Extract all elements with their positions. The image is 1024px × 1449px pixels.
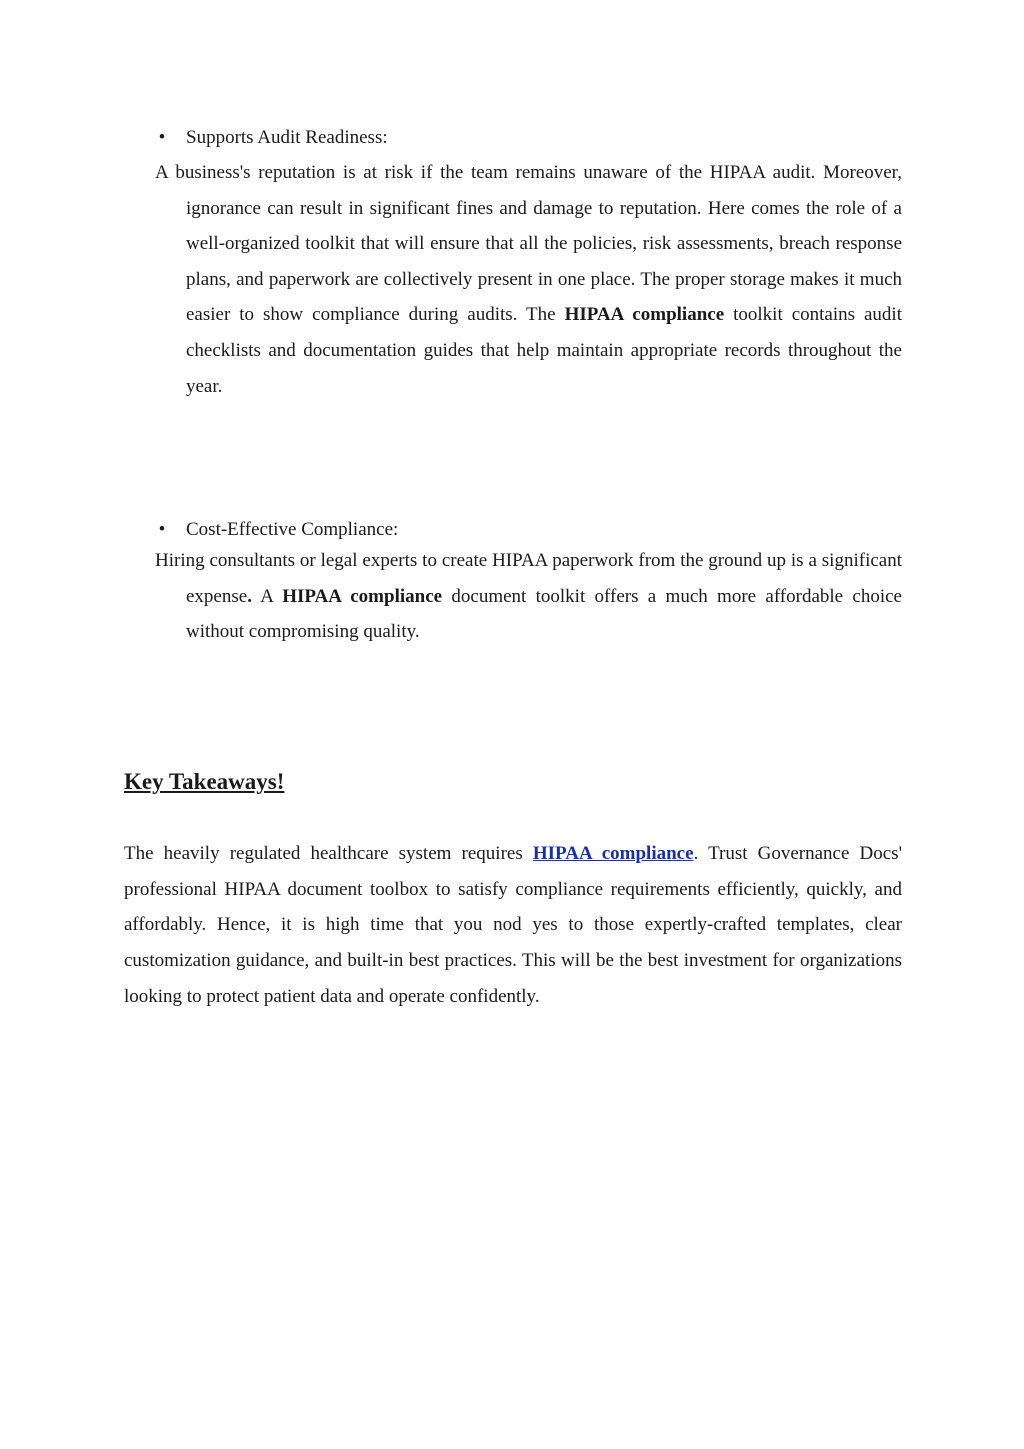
bold-hipaa-compliance: HIPAA compliance [564, 304, 725, 326]
paragraph-text: The heavily regulated healthcare system requires [124, 843, 533, 864]
bullet-label-audit-readiness: Supports Audit Readiness: [186, 127, 388, 148]
section-heading-key-takeaways: Key Takeaways! [124, 769, 285, 794]
bullet-dot: • [158, 519, 166, 540]
bullet-dot: • [158, 127, 166, 148]
paragraph-text: . Trust Governance Docs' professional HIPAA document toolbox to satisfy compliance requirements efficiently, quickly, and affordably. Hence, it is high time that you nod yes to those expertly-crafted templates, clear customization guidance, and built-in best practices. This will be the best investment for organizations looking to protect patient data and operate confidently. [124, 843, 902, 1007]
bullet-label-cost-effective: Cost-Effective Compliance: [186, 519, 399, 540]
paragraph-text: A business's reputation is at risk if the team remains unaware of the HIPAA audit. Moreover, ignorance can result in significant fines and damage to reputation. Here comes the role of a well-organized toolkit that will ensure that all the policies, risk assessments, breach response plans, and paperwork are collectively present in one place. The proper storage makes it much easier to show compliance during audits. The [155, 162, 902, 326]
paragraph-audit-readiness [155, 155, 902, 404]
hipaa-compliance-link[interactable]: HIPAA compliance [532, 843, 694, 864]
bold-hipaa-compliance: HIPAA compliance [282, 585, 443, 607]
paragraph-key-takeaways [124, 836, 902, 1015]
paragraph-text: document toolkit offers a much more affordable choice without compromising quality. [186, 585, 902, 643]
paragraph-cost-effective [155, 543, 902, 650]
bold-period: . [247, 585, 252, 607]
paragraph-text: A [251, 585, 283, 607]
paragraph-text: toolkit contains audit checklists and documentation guides that help maintain appropriate records throughout the year. [186, 304, 902, 397]
paragraph-text: Hiring consultants or legal experts to create HIPAA paperwork from the ground up is a significant expense [155, 550, 902, 607]
